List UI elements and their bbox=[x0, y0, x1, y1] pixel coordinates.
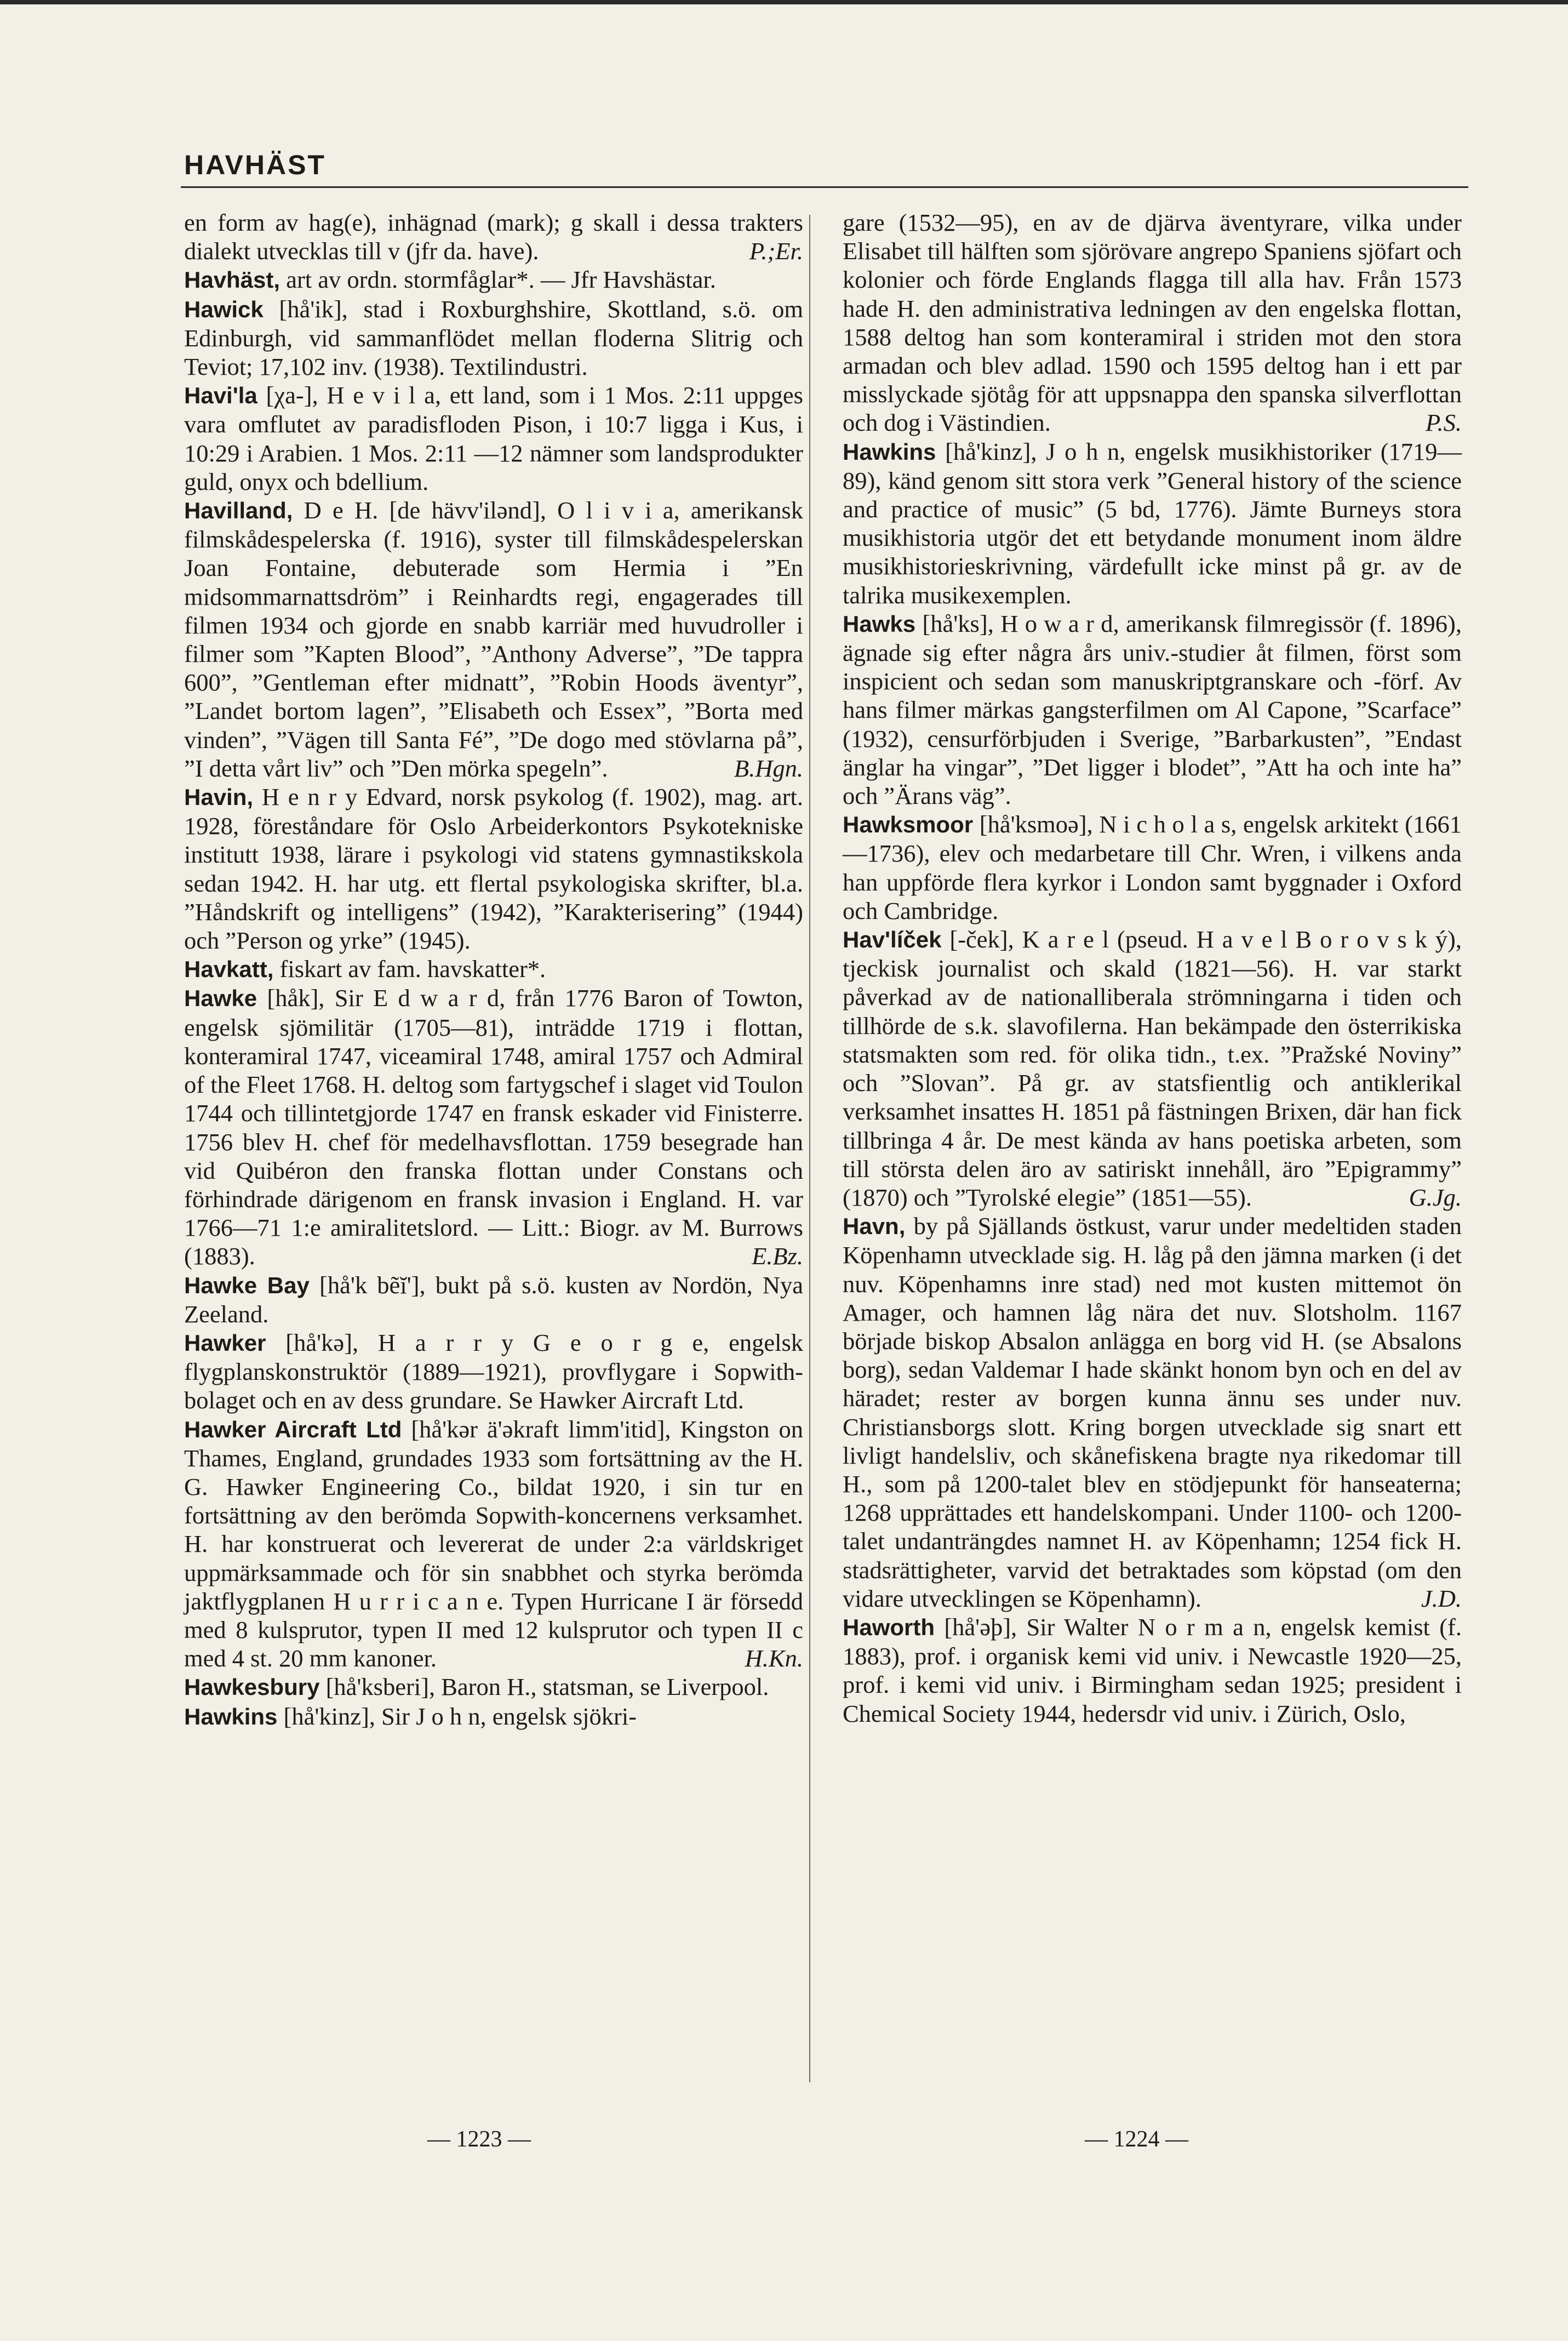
entry-headword: Hawksmoor bbox=[843, 812, 974, 838]
entry-text: art av ordn. stormfåglar*. — Jfr Havshästar. bbox=[286, 266, 716, 294]
header-rule bbox=[181, 186, 1468, 188]
left-column bbox=[184, 208, 803, 1731]
dictionary-entry bbox=[184, 1271, 803, 1328]
entry-text: en form av hag(e), inhägnad (mark); g skall i dessa trakters dialekt utvecklas till v (jfr da. have). bbox=[184, 209, 803, 265]
entry-headword: Hawke bbox=[184, 985, 257, 1012]
dictionary-entry bbox=[184, 1672, 803, 1701]
column-divider bbox=[809, 215, 810, 2082]
page-number-left: — 1223 — bbox=[427, 2127, 531, 2152]
entry-text: [hå'ik], stad i Roxburghshire, Skottland, s.ö. om Edinburgh, vid sammanflödet mellan floderna Slitrig och Teviot; 17,102 inv. (1938). Textilindustri. bbox=[184, 295, 803, 381]
dictionary-entry bbox=[184, 265, 803, 294]
entry-text: gare (1532—95), en av de djärva äventyrare, vilka under Elisabet till hälften som sjörövare angrepo Spaniens sjöfart och kolonier och förde Englands flagga till alla hav. Från 1573 hade H. den administrativa ledningen av den engelska flottan, 1588 deltog han som konteramiral i striden mot den stora armadan och blev adlad. 1590 och 1595 deltog han i ett par misslyckade sjötåg för att uppsnappa den spanska silverflottan och dog i Västindien. bbox=[843, 209, 1462, 437]
entry-text: [hå'kinz], Sir J o h n, engelsk sjökri- bbox=[283, 1702, 637, 1730]
entry-text: [hå'ksberi], Baron H., statsman, se Liverpool. bbox=[325, 1673, 769, 1701]
dictionary-entry bbox=[843, 810, 1462, 925]
entry-headword: Hawick bbox=[184, 296, 264, 322]
entry-text: [hå'əþ], Sir Walter N o r m a n, engelsk kemist (f. 1883), prof. i organisk kemi vid univ. i Newcastle 1920—25, prof. i kemi vid univ. i Birmingham sedan 1925; president i Chemical Society 1944, hedersdr vid univ. i Zürich, Oslo, bbox=[843, 1613, 1462, 1727]
right-column bbox=[843, 208, 1462, 1728]
entry-text: [hå'ksmoə], N i c h o l a s, engelsk arkitekt (1661—1736), elev och medarbetare till Chr. Wren, i vilkens anda han uppförde flera kyrkor i London samt byggnader i Oxford och Cambridge. bbox=[843, 810, 1462, 924]
dictionary-entry bbox=[843, 437, 1462, 609]
entry-headword: Havkatt, bbox=[184, 956, 274, 983]
entry-headword: Hav'líček bbox=[843, 927, 942, 953]
entry-text: [hå'kə], H a r r y G e o r g e, engelsk flygplanskonstruktör (1889—1921), provflygare i Sopwith-bolaget och en av dess grundare. Se Hawker Aircraft Ltd. bbox=[184, 1328, 804, 1414]
entry-text: [håk], Sir E d w a r d, från 1776 Baron of Towton, engelsk sjömilitär (1705—81), inträdde 1719 i flottan, konteramiral 1747, viceamiral 1748, amiral 1757 och Admiral of the Fleet 1768. H. deltog som fartygschef i slaget vid Toulon 1744 och tillintetgjorde 1747 en fransk eskader vid Finisterre. 1756 blev H. chef för medelhavsflottan. 1759 besegrade han vid Quibéron den franska flottan under Constans och förhindrade därigenom en fransk invasion i England. H. var 1766—71 1:e amiralitetslord. — Litt.: Biogr. av M. Burrows (1883). bbox=[184, 984, 803, 1270]
page-number-right: — 1224 — bbox=[1085, 2127, 1188, 2152]
entry-headword: Hawker bbox=[184, 1329, 266, 1356]
dictionary-entry bbox=[843, 1613, 1462, 1728]
entry-headword: Hawkins bbox=[843, 438, 936, 465]
dictionary-entry bbox=[843, 208, 1462, 437]
dictionary-entry bbox=[843, 609, 1462, 810]
running-head: HAVHÄST bbox=[184, 150, 326, 180]
dictionary-entry bbox=[843, 1212, 1462, 1613]
author-signature: E.Bz. bbox=[752, 1242, 803, 1270]
entry-text: H e n r y Edvard, norsk psykolog (f. 1902), mag. art. 1928, föreståndare för Oslo Arbeiderkontors Psykotekniske institutt 1938, lärare i psykologi vid statens gymnastikskola sedan 1942. H. har utg. ett flertal psykologiska skrifter, bl.a. ”Håndskrift og intelligens” (1942), ”Karakterisering” (1944) och ”Person og yrke” (1945). bbox=[184, 783, 803, 955]
entry-headword: Hawkins bbox=[184, 1703, 278, 1729]
dictionary-entry bbox=[184, 208, 803, 265]
entry-text: [χa-], H e v i l a, ett land, som i 1 Mos. 2:11 uppges vara omflutet av paradisfloden Pison, i 10:7 ligga i Kus, i 10:29 i Arabien. 1 Mos. 2:11 —12 nämner som landsprodukter guld, onyx och bdellium. bbox=[184, 381, 803, 495]
dictionary-entry bbox=[843, 925, 1462, 1212]
dictionary-entry bbox=[184, 1328, 803, 1415]
author-signature: P.S. bbox=[1426, 409, 1462, 437]
dictionary-entry bbox=[184, 984, 803, 1270]
author-signature: H.Kn. bbox=[745, 1645, 803, 1672]
entry-headword: Hawker Aircraft Ltd bbox=[184, 1416, 402, 1442]
entry-text: [hå'kər ä'əkraft limm'itid], Kingston on Thames, England, grundades 1933 som fortsättning av the H. G. Hawker Engineering Co., bildat 1920, i sin tur en fortsättning av den berömda Sopwith-koncernens verksamhet. H. har konstruerat och levererat de under 2:a världskriget uppmärksammade och för sin snabbhet och styrka berömda jaktflygplanen H u r r i c a n e. Typen Hurricane I är försedd med 8 kulsprutor, typen II med 12 kulsprutor och typen II c med 4 st. 20 mm kanoner. bbox=[184, 1415, 804, 1672]
entry-headword: Hawks bbox=[843, 610, 916, 637]
entry-text: fiskart av fam. havskatter*. bbox=[279, 955, 546, 983]
author-signature: J.D. bbox=[1421, 1584, 1462, 1612]
entry-text: by på Själlands östkust, varur under medeltiden staden Köpenhamn utvecklade sig. H. låg på den jämna marken (i det nuv. Köpenhamns inre stad) ned mot kusten mittemot ön Amager, och hamnen låg nära det nuv. Slotsholm. 1167 började biskop Absalon anlägga en borg vid H. (se Absalons borg), sedan Valdemar I hade skänkt honom byn och en del av häradet; rester av borgen kunna ännu ses under nuv. Christiansborgs slott. Kring borgen utvecklade sig snart ett livligt handelsliv, och skånefiskena bragte nya rikedomar till H., som på 1200-talet blev en stödjepunkt för hanseaterna; 1268 upprättades ett handelskompani. Under 1100- och 1200-talet undanträngdes namnet H. av Köpenhamn; 1254 fick H. stadsrättigheter, varvid det betraktades som köpstad (om den vidare utvecklingen se Köpenhamn). bbox=[843, 1212, 1462, 1612]
entry-text: [-ček], K a r e l (pseud. H a v e l B o r o v s k ý), tjeckisk journalist och skald (1821—56). H. var starkt påverkad av de nationalliberala strömningarna i tiden och tillhörde de s.k. slavofilerna. Han bekämpade den österrikiska statsmakten som red. för olika tidn., t.ex. ”Pražské Noviny” och ”Slovan”. På gr. av statsfientlig och antiklerikal verksamhet insattes H. 1851 på fästningen Brixen, där han fick tillbringa 4 år. De mest kända av hans poetiska arbeten, som till största delen äro av satiriskt innehåll, äro ”Epigrammy” (1870) och ”Tyrolské elegie” (1851—55). bbox=[843, 926, 1462, 1211]
entry-headword: Haworth bbox=[843, 1614, 935, 1640]
entry-headword: Havin, bbox=[184, 784, 254, 810]
dictionary-entry bbox=[184, 1415, 803, 1673]
entry-headword: Hawke Bay bbox=[184, 1272, 310, 1298]
dictionary-entry bbox=[184, 295, 803, 381]
entry-headword: Havn, bbox=[843, 1213, 906, 1240]
entry-text: D e H. [de hävv'ilənd], O l i v i a, amerikansk filmskådespelerska (f. 1916), syster till filmskådespelerskan Joan Fontaine, debuterade som Hermia i ”En midsommarnattsdröm” i Reinhardts regi, engagerades till filmen 1934 och gjorde en snabb karriär med huvudroller i filmer som ”Kapten Blood”, ”Anthony Adverse”, ”De tappra 600”, ”Gentleman efter midnatt”, ”Robin Hoods äventyr”, ”Landet bortom lagen”, ”Elisabeth och Essex”, ”Borta med vinden”, ”Vägen till Santa Fé”, ”De dogo med stövlarna på”, ”I detta vårt liv” och ”Den mörka spegeln”. bbox=[184, 496, 803, 782]
entry-headword: Havi'la bbox=[184, 382, 257, 409]
author-signature: P.;Er. bbox=[749, 237, 803, 265]
entry-headword: Havilland, bbox=[184, 498, 293, 524]
page-top-edge bbox=[0, 0, 1568, 4]
author-signature: G.Jg. bbox=[1409, 1183, 1462, 1211]
dictionary-entry bbox=[184, 955, 803, 984]
dictionary-entry bbox=[184, 1702, 803, 1731]
entry-text: [hå'kinz], J o h n, engelsk musikhistoriker (1719—89), känd genom sitt stora verk ”General history of the science and practice of music” (5 bd, 1776). Jämte Burneys stora musikhistoria utgör det ett betydande monument inom äldre musikhistorieskrivning, värdefullt icke minst på gr. av de talrika musikexemplen. bbox=[843, 437, 1462, 609]
dictionary-entry bbox=[184, 783, 803, 955]
entry-text: [hå'ks], H o w a r d, amerikansk filmregissör (f. 1896), ägnade sig efter några års univ.-studier åt filmen, först som inspicient och sedan som manuskriptgranskare och -förf. Av hans filmer märkas gangsterfilmen om Al Capone, ”Scarface” (1932), censurförbjuden i Sverige, ”Barbarkusten”, ”Endast änglar ha vingar”, ”Det ligger i blodet”, ”Att ha och inte ha” och ”Ärans väg”. bbox=[843, 609, 1462, 810]
entry-text: [hå'k bẽĭ'], bukt på s.ö. kusten av Nordön, Nya Zeeland. bbox=[184, 1271, 804, 1328]
dictionary-entry bbox=[184, 381, 803, 496]
dictionary-entry bbox=[184, 496, 803, 783]
entry-headword: Havhäst, bbox=[184, 267, 281, 293]
author-signature: B.Hgn. bbox=[734, 754, 803, 782]
entry-headword: Hawkesbury bbox=[184, 1674, 320, 1700]
